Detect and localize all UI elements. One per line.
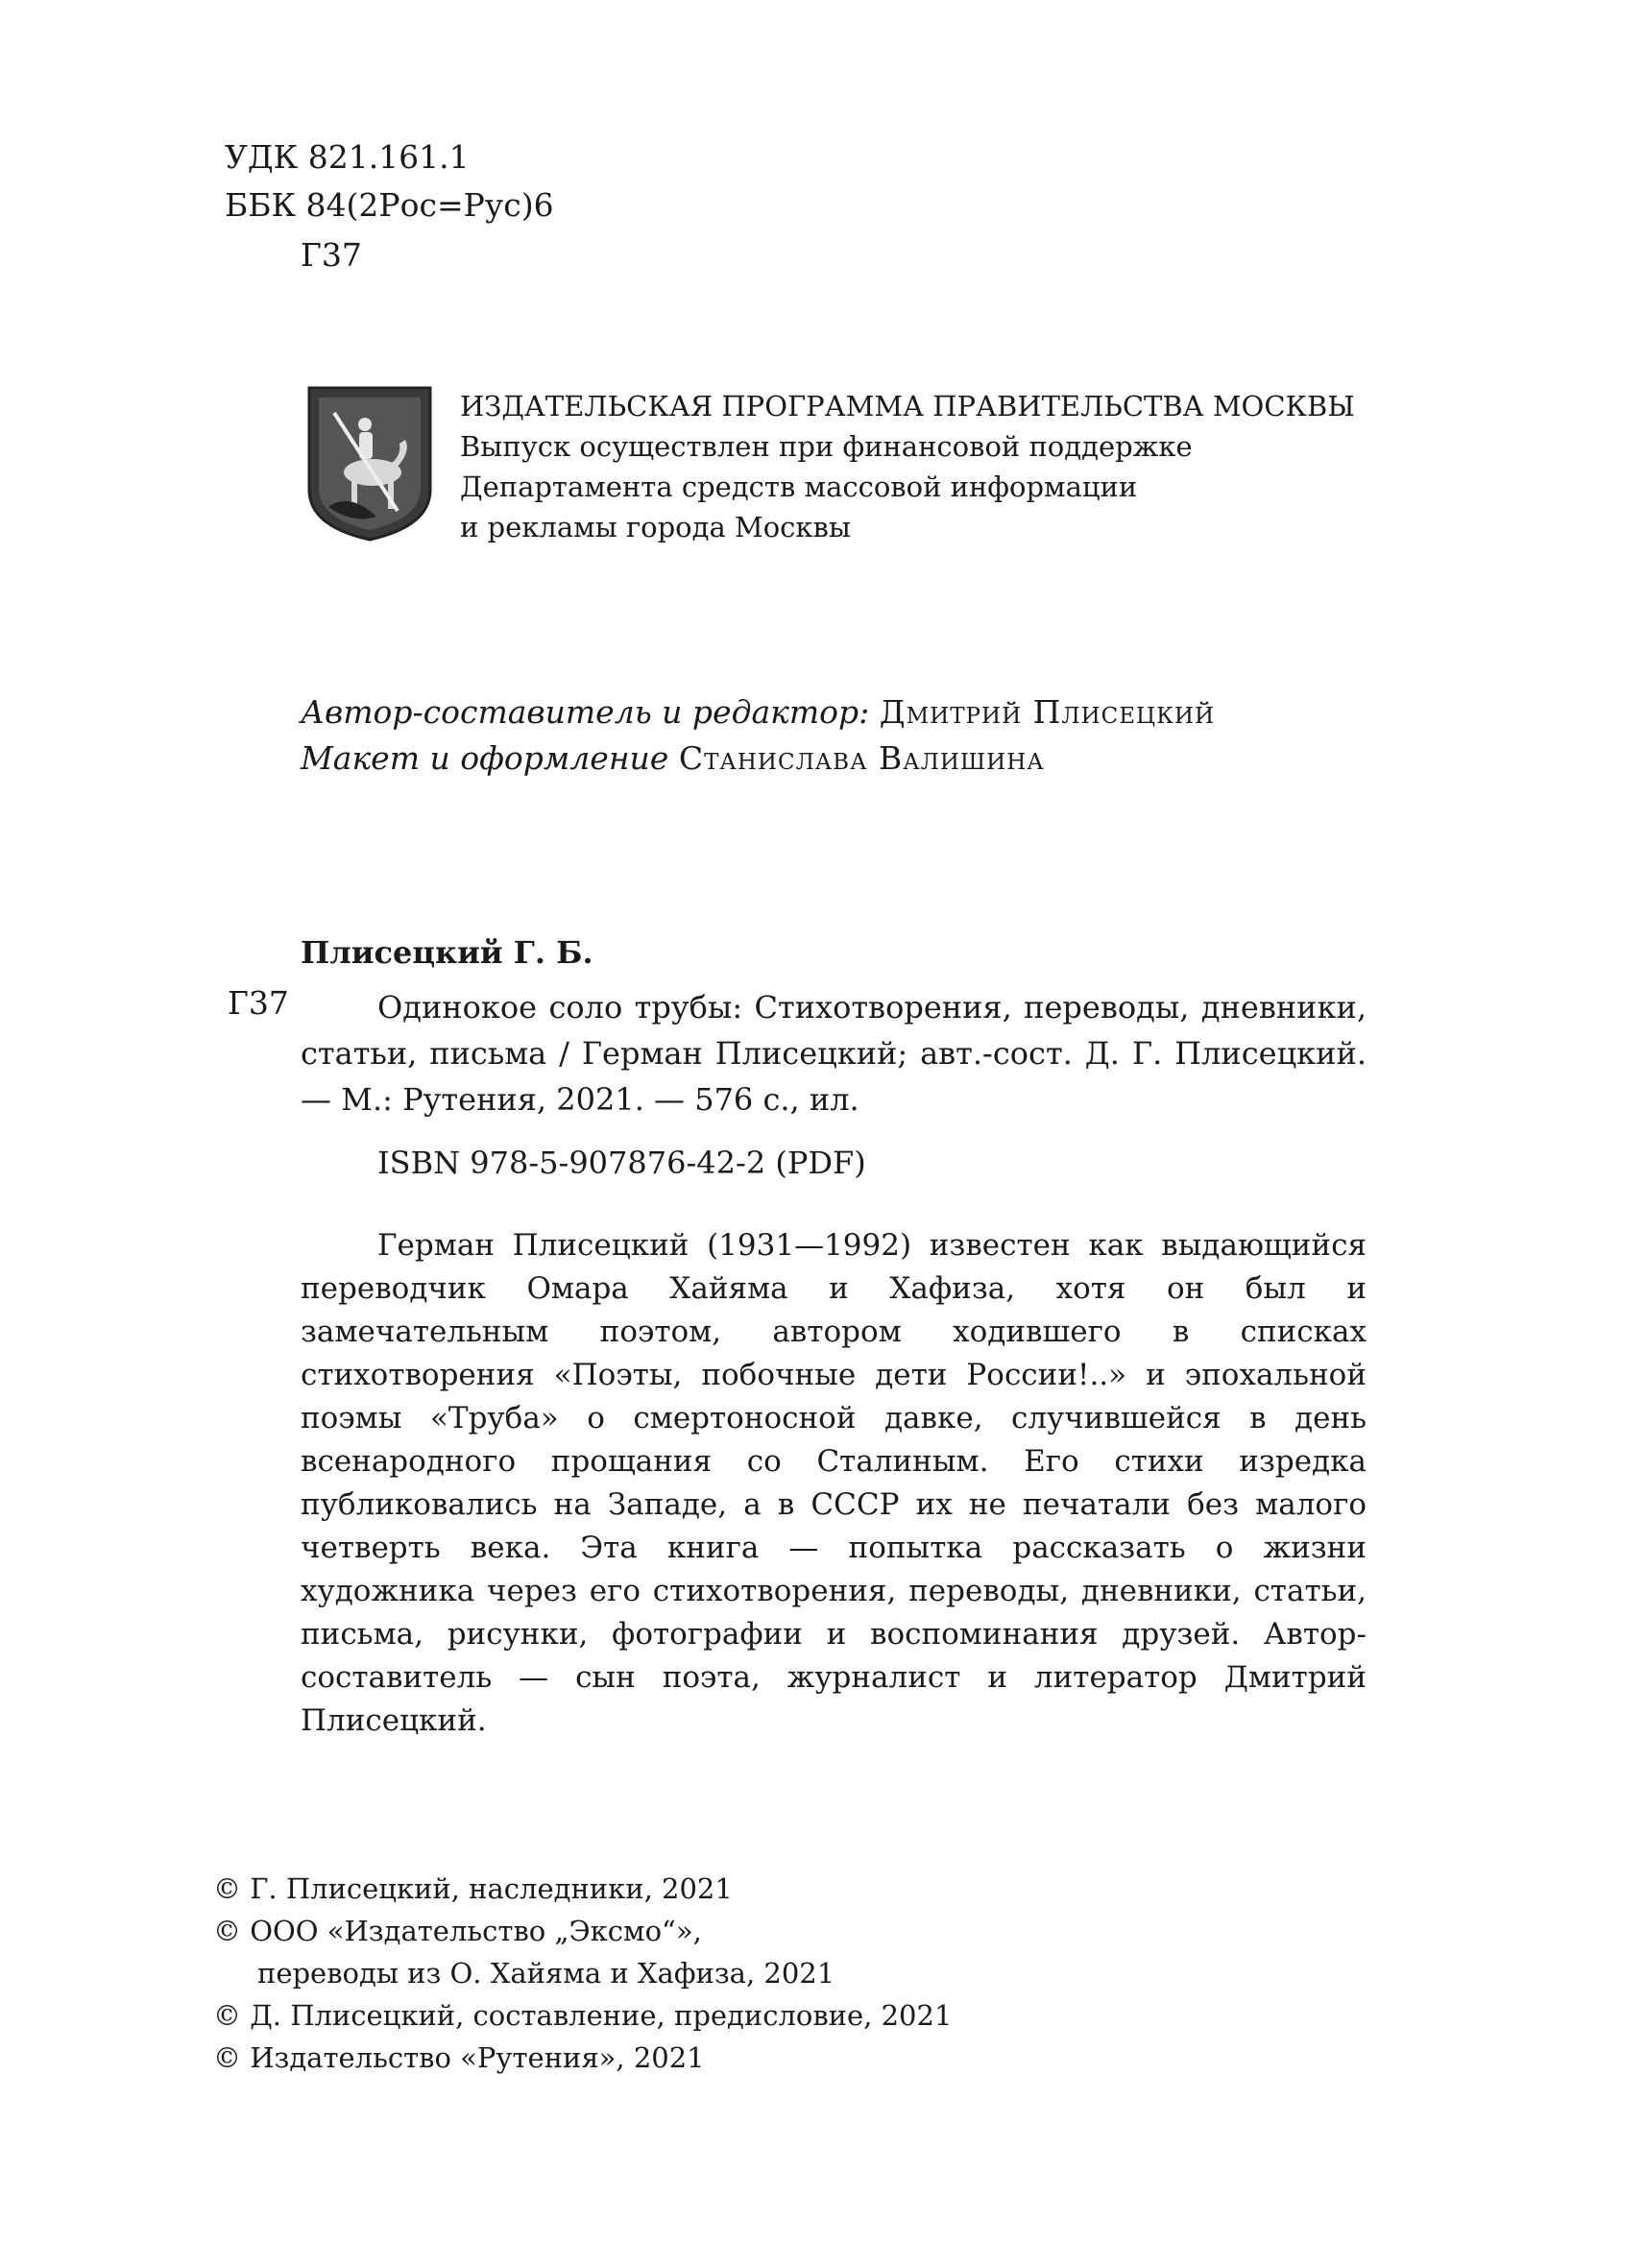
design-name: Станислава Валишина [678,739,1045,777]
bib-description [301,984,1367,1122]
program-line: и рекламы города Москвы [460,511,851,543]
publishing-program-block [460,386,1355,547]
udk-code: УДК 821.161.1 [225,138,470,176]
program-title: ИЗДАТЕЛЬСКАЯ ПРОГРАММА ПРАВИТЕЛЬСТВА МОСКВЫ [460,390,1355,422]
design-credit [301,736,1215,782]
copyright-line: © Д. Плисецкий, составление, предисловие, 2021 [213,1999,953,2032]
bbk-code: ББК 84(2Рос=Рус)6 [225,186,554,224]
compiler-role: Автор-составитель и редактор: [301,693,870,731]
moscow-coat-of-arms-icon [305,384,434,543]
compiler-credit [301,689,1215,736]
abstract [301,1224,1367,1743]
compiler-name: Дмитрий Плисецкий [879,693,1216,731]
credits-block [301,689,1215,782]
copyright-line: переводы из О. Хайяма и Хафиза, 2021 [257,1957,835,1990]
copyright-block [213,1868,952,2079]
program-line: Выпуск осуществлен при финансовой поддержке [460,430,1193,463]
bib-author: Плисецкий Г. Б. [301,934,593,971]
program-line: Департамента средств массовой информации [460,470,1138,503]
copyright-line: © Г. Плисецкий, наследники, 2021 [213,1872,733,1905]
isbn: ISBN 978-5-907876-42-2 (PDF) [377,1145,866,1181]
author-mark: Г37 [301,236,362,274]
abstract-text: Герман Плисецкий (1931—1992) известен как выдающийся переводчик Омара Хайяма и Хафиза, хотя он был и замечательным поэтом, автором ходившего в списках стихотворения «Поэты, побочные дети России!..» и эпохальной поэмы «Труба» о смертоносной давке, случившейся в день всенародного прощания со Сталиным. Его стихи изредка публиковались на Западе, а в СССР их не печатали без малого четверть века. Эта книга — попытка рассказать о жизни художника через его стихотворения, переводы, дневники, статьи, письма, рисунки, фотографии и воспоминания друзей. Автор-составитель — сын поэта, журналист и литератор Дмитрий Плисецкий. [301,1228,1367,1738]
bib-code: Г37 [228,984,289,1022]
bib-description-text: Одинокое соло трубы: Стихотворения, переводы, дневники, статьи, письма / Герман Плисецкий; авт.-сост. Д. Г. Плисецкий. — М.: Рутения, 2021. — 576 с., ил. [301,989,1367,1118]
copyright-line: © ООО «Издательство „Эксмо“», [213,1915,702,1947]
design-role: Макет и оформление [301,739,669,777]
copyright-line: © Издательство «Рутения», 2021 [213,2041,705,2074]
